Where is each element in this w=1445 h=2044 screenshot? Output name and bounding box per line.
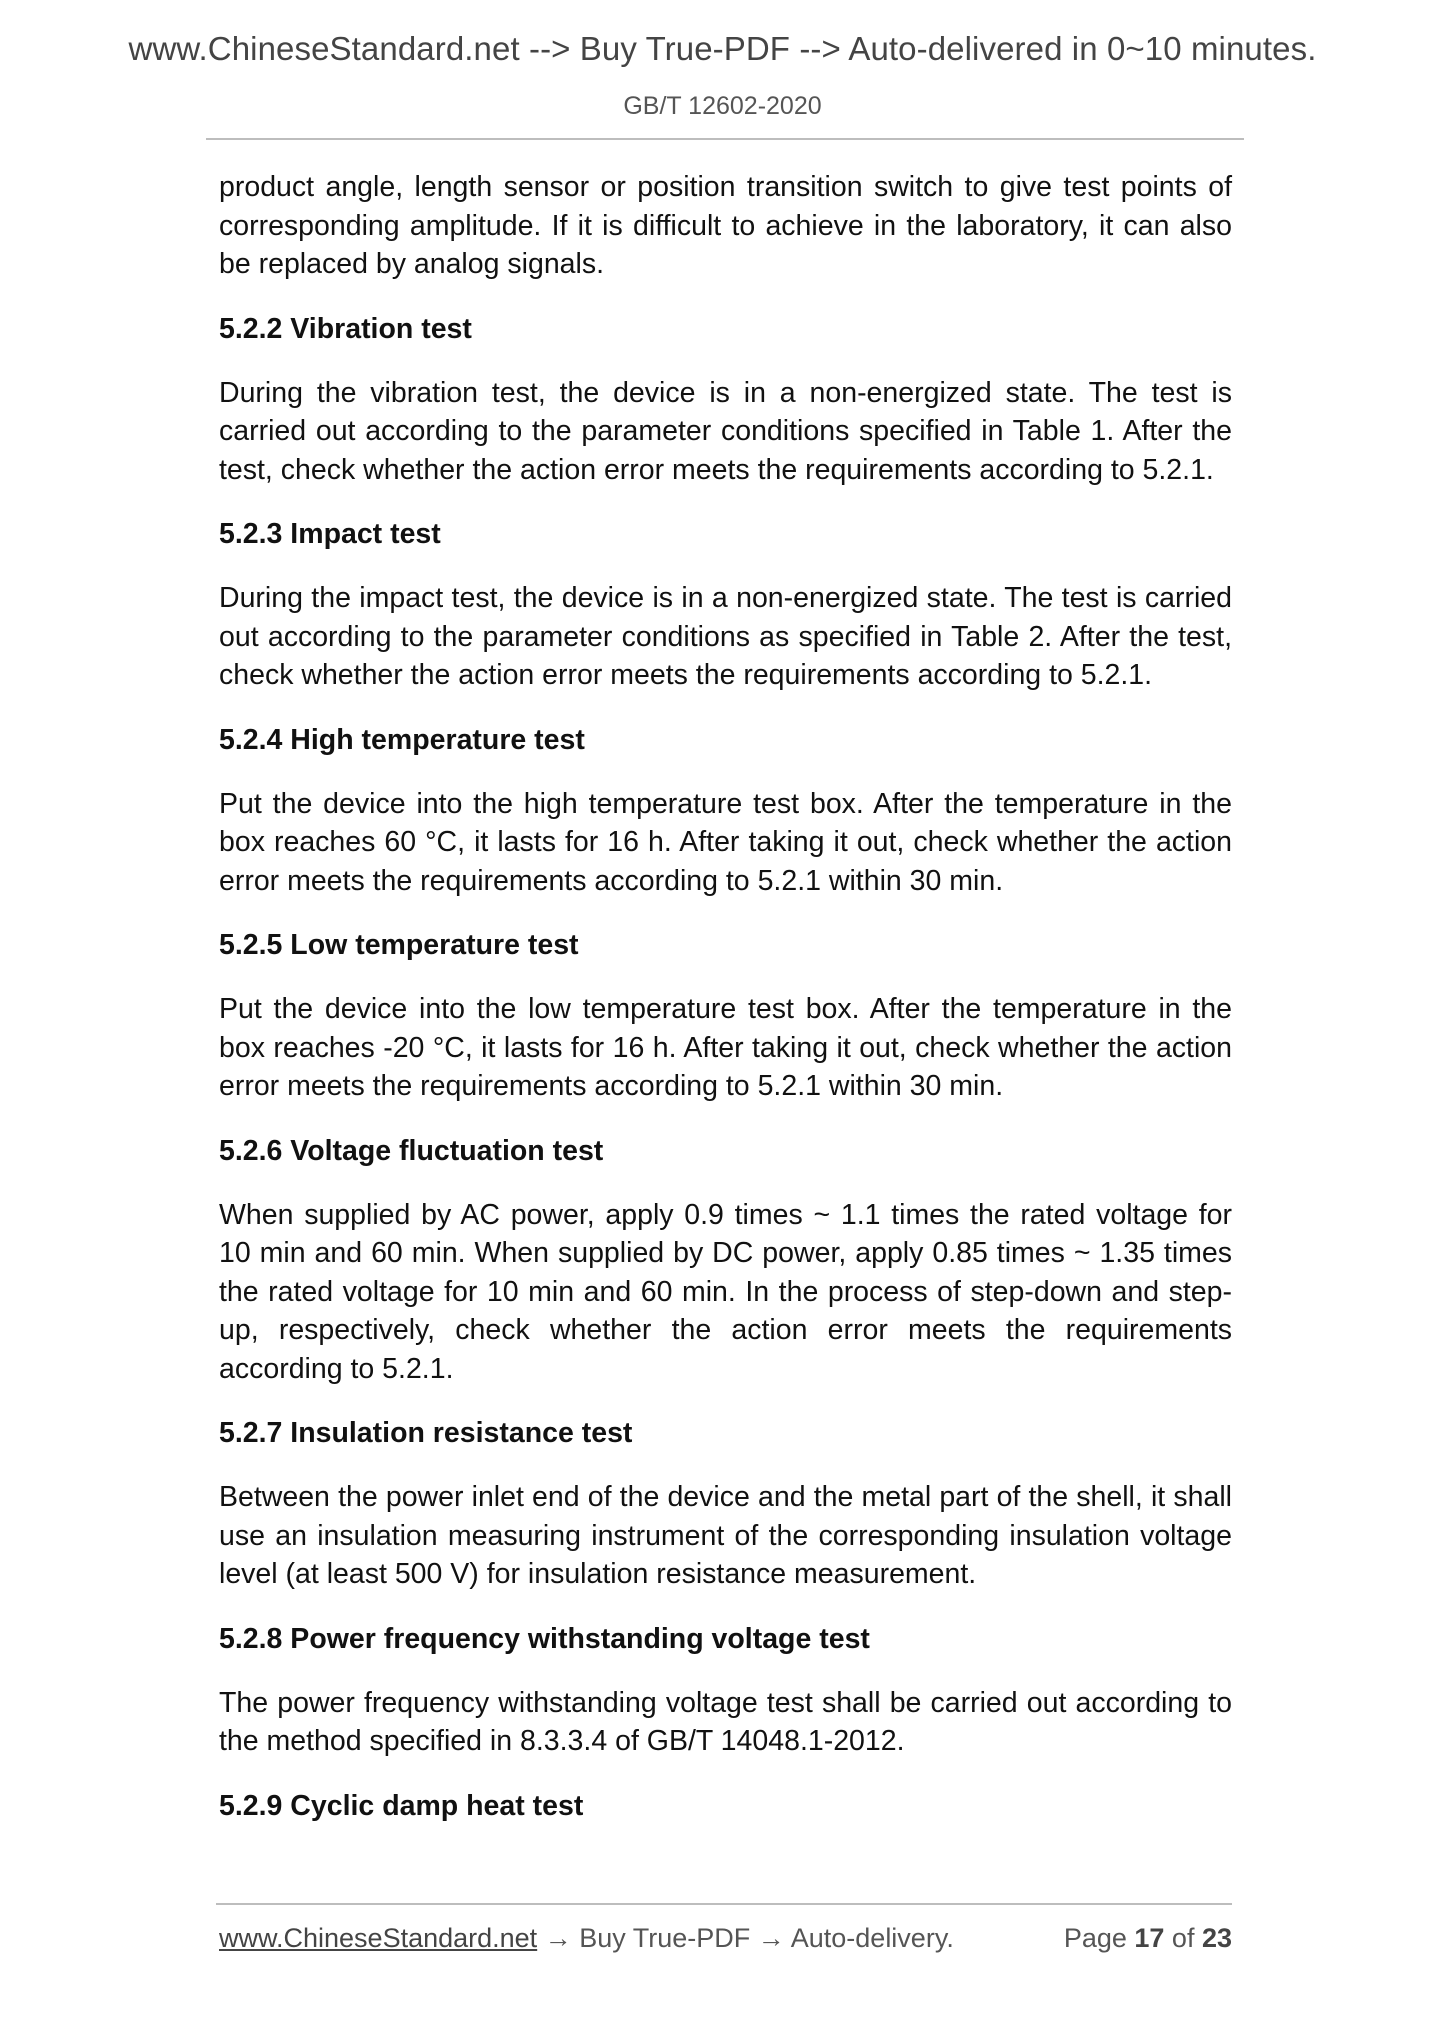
footer-website-link[interactable]: www.ChineseStandard.net — [219, 1923, 538, 1953]
paragraph-low-temperature-test: Put the device into the low temperature test box. After the temperature in the box reaches -20 °C, it lasts for 16 h. After taking it out, check whether the action error meets the requirements according to 5.2.1 within 30 min. — [219, 993, 1232, 1102]
top-banner: www.ChineseStandard.net --> Buy True-PDF --> Auto-delivered in 0~10 minutes. — [128, 30, 1317, 67]
paragraph-voltage-fluctuation-test: When supplied by AC power, apply 0.9 times ~ 1.1 times the rated voltage for 10 min and 60 min. When supplied by DC power, apply 0.85 times ~ 1.35 times the rated voltage for 10 min and 60 min. In the process of step-down and step-up, respectively, check whether the action error meets the requirements according to 5.2.1. — [219, 1198, 1232, 1385]
paragraph-high-temperature-test: Put the device into the high temperature test box. After the temperature in the box reaches 60 °C, it lasts for 16 h. After taking it out, check whether the action error meets the requirements according to 5.2.1 within 30 min. — [219, 787, 1232, 897]
section-heading-5-2-3: 5.2.3 Impact test — [219, 518, 441, 550]
section-heading-5-2-2: 5.2.2 Vibration test — [219, 312, 472, 345]
page-word: Page — [1063, 1923, 1135, 1953]
header-divider — [206, 138, 1244, 140]
paragraph-power-frequency-test: The power frequency withstanding voltage test shall be carried out according to the method specified in 8.3.3.4 of GB/T 14048.1-2012. — [219, 1686, 1232, 1757]
footer-divider — [216, 1903, 1232, 1905]
paragraph-vibration-test: During the vibration test, the device is in a non-energized state. The test is carried out according to the parameter conditions specified in Table 1. After the test, check whether the action error meets the requirements according to 5.2.1. — [219, 376, 1232, 486]
section-heading-5-2-8: 5.2.8 Power frequency withstanding voltage test — [219, 1622, 870, 1655]
page-indicator — [1064, 1923, 1232, 1954]
of-word: of — [1164, 1923, 1202, 1953]
footer-tagline: → Buy True-PDF → Auto-delivery. — [537, 1923, 954, 1953]
paragraph-impact-test: During the impact test, the device is in a non-energized state. The test is carried out according to the parameter conditions as specified in Table 2. After the test, check whether the action error meets the requirements according to 5.2.1. — [219, 582, 1232, 691]
current-page-number: 17 — [1134, 1923, 1165, 1953]
total-page-count: 23 — [1201, 1923, 1232, 1953]
section-heading-5-2-9: 5.2.9 Cyclic damp heat test — [219, 1789, 584, 1822]
paragraph-insulation-resistance-test: Between the power inlet end of the device and the metal part of the shell, it shall use an insulation measuring instrument of the corresponding insulation voltage level (at least 500 V) for insulation resistance measurement. — [219, 1481, 1232, 1590]
document-id: GB/T 12602-2020 — [623, 92, 822, 120]
section-heading-5-2-7: 5.2.7 Insulation resistance test — [219, 1417, 633, 1449]
section-heading-5-2-5: 5.2.5 Low temperature test — [219, 929, 579, 961]
document-body — [219, 168, 1232, 1851]
section-heading-5-2-4: 5.2.4 High temperature test — [219, 723, 585, 756]
section-heading-5-2-6: 5.2.6 Voltage fluctuation test — [219, 1134, 604, 1167]
paragraph-continuation: product angle, length sensor or position transition switch to give test points of corresponding amplitude. If it is difficult to achieve in the laboratory, it can also be replaced by analog signals. — [219, 171, 1232, 280]
footer-promo — [219, 1923, 954, 1954]
